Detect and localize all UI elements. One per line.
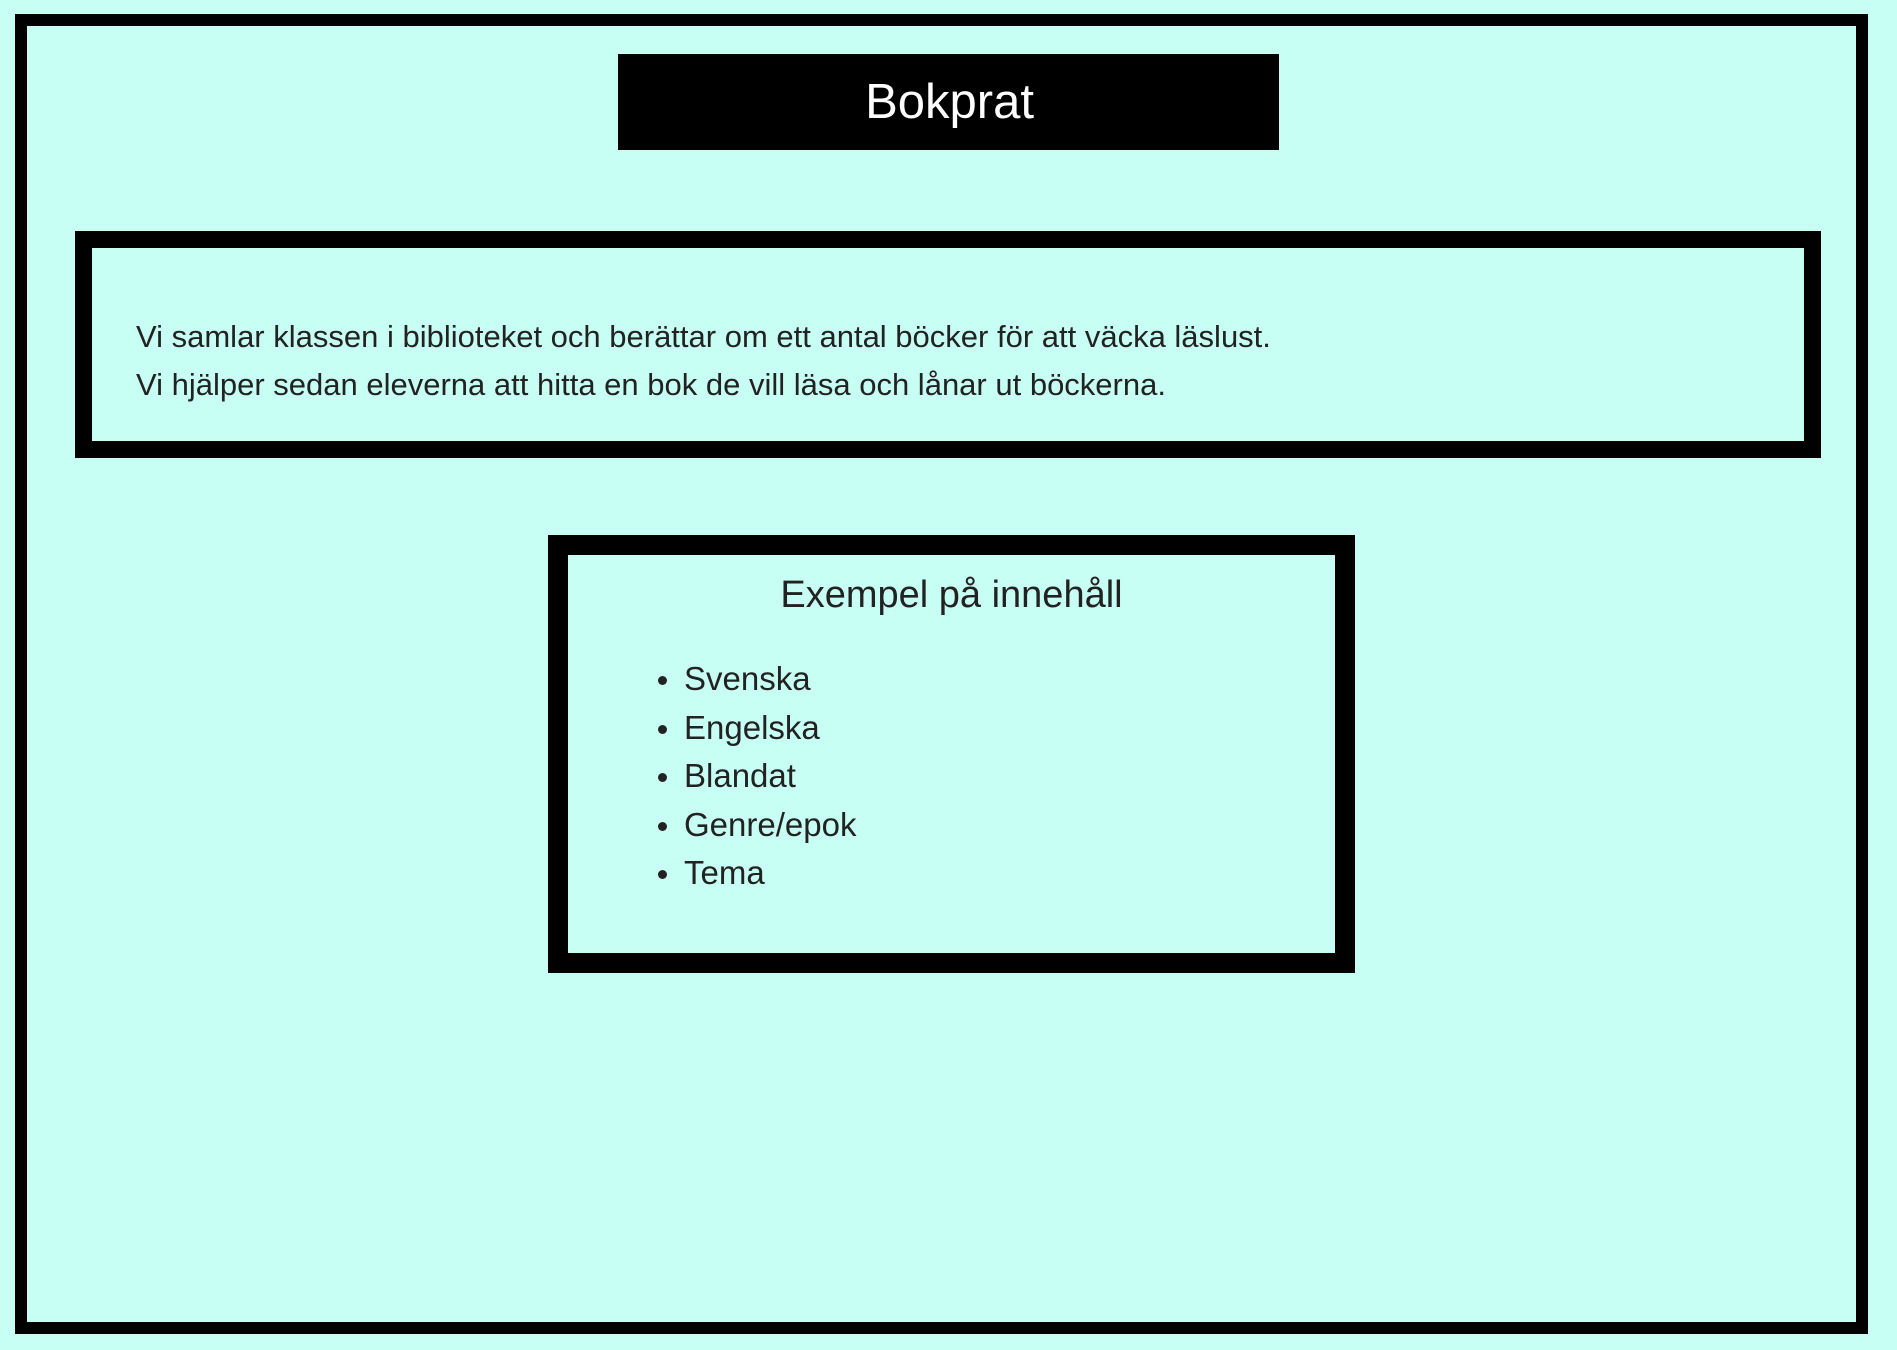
title-banner xyxy=(618,54,1279,150)
list-item-label: Genre/epok xyxy=(684,805,857,843)
list-item xyxy=(658,801,856,850)
page-title: Bokprat xyxy=(865,74,1034,129)
content-box-heading: Exempel på innehåll xyxy=(780,574,1123,616)
bullet-icon xyxy=(658,870,667,879)
intro-line: Vi samlar klassen i biblioteket och berättar om ett antal böcker för att väcka läslust. xyxy=(136,319,1271,354)
list-item xyxy=(658,655,856,704)
list-item xyxy=(658,704,856,753)
list-item-label: Svenska xyxy=(684,660,811,697)
list-item-label: Tema xyxy=(684,854,765,891)
list-item-label: Engelska xyxy=(684,708,820,746)
list-item xyxy=(658,752,856,801)
intro-box xyxy=(75,231,1821,458)
bullet-icon xyxy=(658,676,667,685)
content-list xyxy=(658,655,856,898)
bullet-icon xyxy=(658,725,667,734)
intro-line: Vi hjälper sedan eleverna att hitta en bok de vill läsa och lånar ut böckerna. xyxy=(136,367,1166,402)
list-item-label: Blandat xyxy=(684,757,796,794)
bullet-icon xyxy=(658,773,667,782)
list-item xyxy=(658,849,856,898)
content-examples-box xyxy=(548,535,1355,973)
bullet-icon xyxy=(658,822,667,831)
